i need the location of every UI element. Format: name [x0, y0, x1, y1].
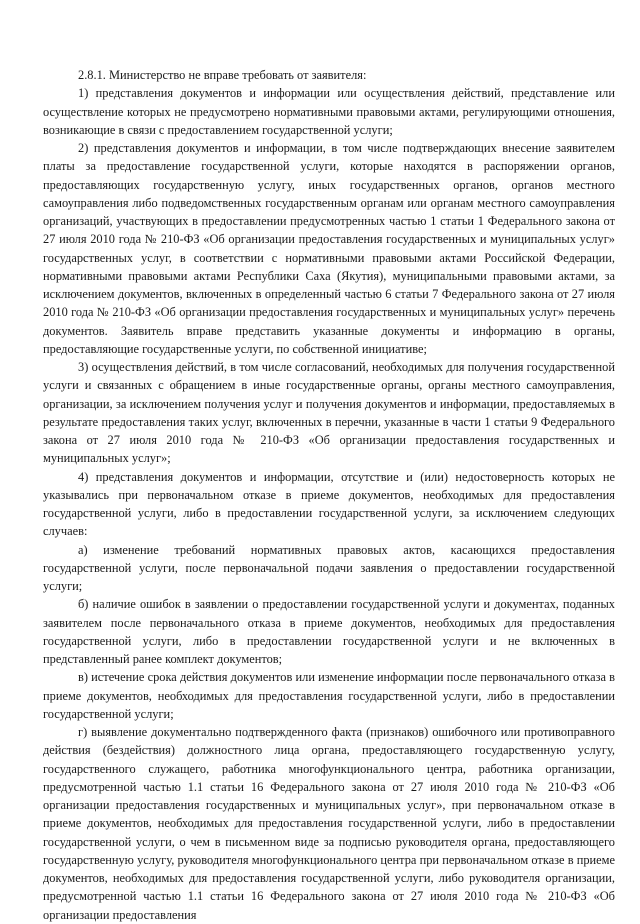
paragraph-subitem-g: г) выявление документально подтвержденного факта (признаков) ошибочного или противоправного действия (бездействия) должностного лица органа, предоставляющего государственную услугу, государственного служащего, работника многофункционального центра, работника организации, предусмотренной частью 1.1 статьи 16 Федерального закона от 27 июля 2010 года № 210-ФЗ «Об организации предоставления государственных и муниципальных услуг», при первоначальном отказе в приеме документов, необходимых для предоставления государственной услуги, либо в предоставлении государственной услуги, о чем в письменном виде за подписью руководителя органа, предоставляющего государственную услугу, руководителя многофункционального центра при первоначальном отказе в приеме документов, необходимых для предоставления государственной услуги, либо руководителя организации, предусмотренной частью 1.1 статьи 16 Федерального закона от 27 июля 2010 года № 210-ФЗ «Об организации предоставления [43, 725, 615, 922]
paragraph-item-1: 1) представления документов и информации или осуществления действий, представление или осуществление которых не предусмотрено нормативными правовыми актами, регулирующими отношения, возникающие в связи с предоставлением государственной услуги; [43, 86, 615, 137]
paragraph-subitem-b: б) наличие ошибок в заявлении о предоставлении государственной услуги и документах, поданных заявителем после первоначального отказа в приеме документов, необходимых для предоставления государственной услуги, либо в предоставлении государственной услуги и не включенных в представленный ранее комплект документов; [43, 597, 615, 666]
paragraph-2-8-1-heading: 2.8.1. Министерство не вправе требовать от заявителя: [78, 68, 367, 82]
paragraph-item-3: 3) осуществления действий, в том числе согласований, необходимых для получения государственной услуги и связанных с обращением в иные государственные органы, органы местного самоуправления, организации, за исключением получения услуг и получения документов и информации, предоставляемых в результате предоставления таких услуг, включенных в перечни, указанные в части 1 статьи 9 Федерального закона от 27 июля 2010 года № 210-ФЗ «Об организации предоставления государственных и муниципальных услуг»; [43, 360, 615, 466]
paragraph-subitem-a: а) изменение требований нормативных правовых актов, касающихся предоставления государственной услуги, после первоначальной подачи заявления о предоставлении государственной услуги; [43, 542, 615, 593]
document-page [43, 0, 615, 922]
paragraph-subitem-v: в) истечение срока действия документов или изменение информации после первоначального отказа в приеме документов, необходимых для предоставления государственной услуги, либо в предоставлении государственной услуги; [43, 670, 615, 721]
paragraph-item-2: 2) представления документов и информации, в том числе подтверждающих внесение заявителем платы за предоставление государственной услуги, которые находятся в распоряжении органов, предоставляющих государственную услугу, иных государственных органов, органов местного самоуправления либо подведомственных государственным органам или органам местного самоуправления организаций, участвующих в предоставлении предусмотренных частью 1 статьи 1 Федерального закона от 27 июля 2010 года № 210-ФЗ «Об организации предоставления государственных и муниципальных услуг» государственных услуг, в соответствии с нормативными правовыми актами Российской Федерации, нормативными правовыми актами Республики Саха (Якутия), муниципальными правовыми актами, за исключением документов, включенных в определенный частью 6 статьи 7 Федерального закона от 27 июля 2010 года № 210-ФЗ «Об организации предоставления государственных и муниципальных услуг» перечень документов. Заявитель вправе представить указанные документы и информацию в органы, предоставляющие государственные услуги, по собственной инициативе; [43, 141, 615, 356]
paragraph-item-4: 4) представления документов и информации, отсутствие и (или) недостоверность которых не указывались при первоначальном отказе в приеме документов, необходимых для предоставления государственной услуги, либо в предоставлении государственной услуги, за исключением следующих случаев: [43, 469, 615, 539]
